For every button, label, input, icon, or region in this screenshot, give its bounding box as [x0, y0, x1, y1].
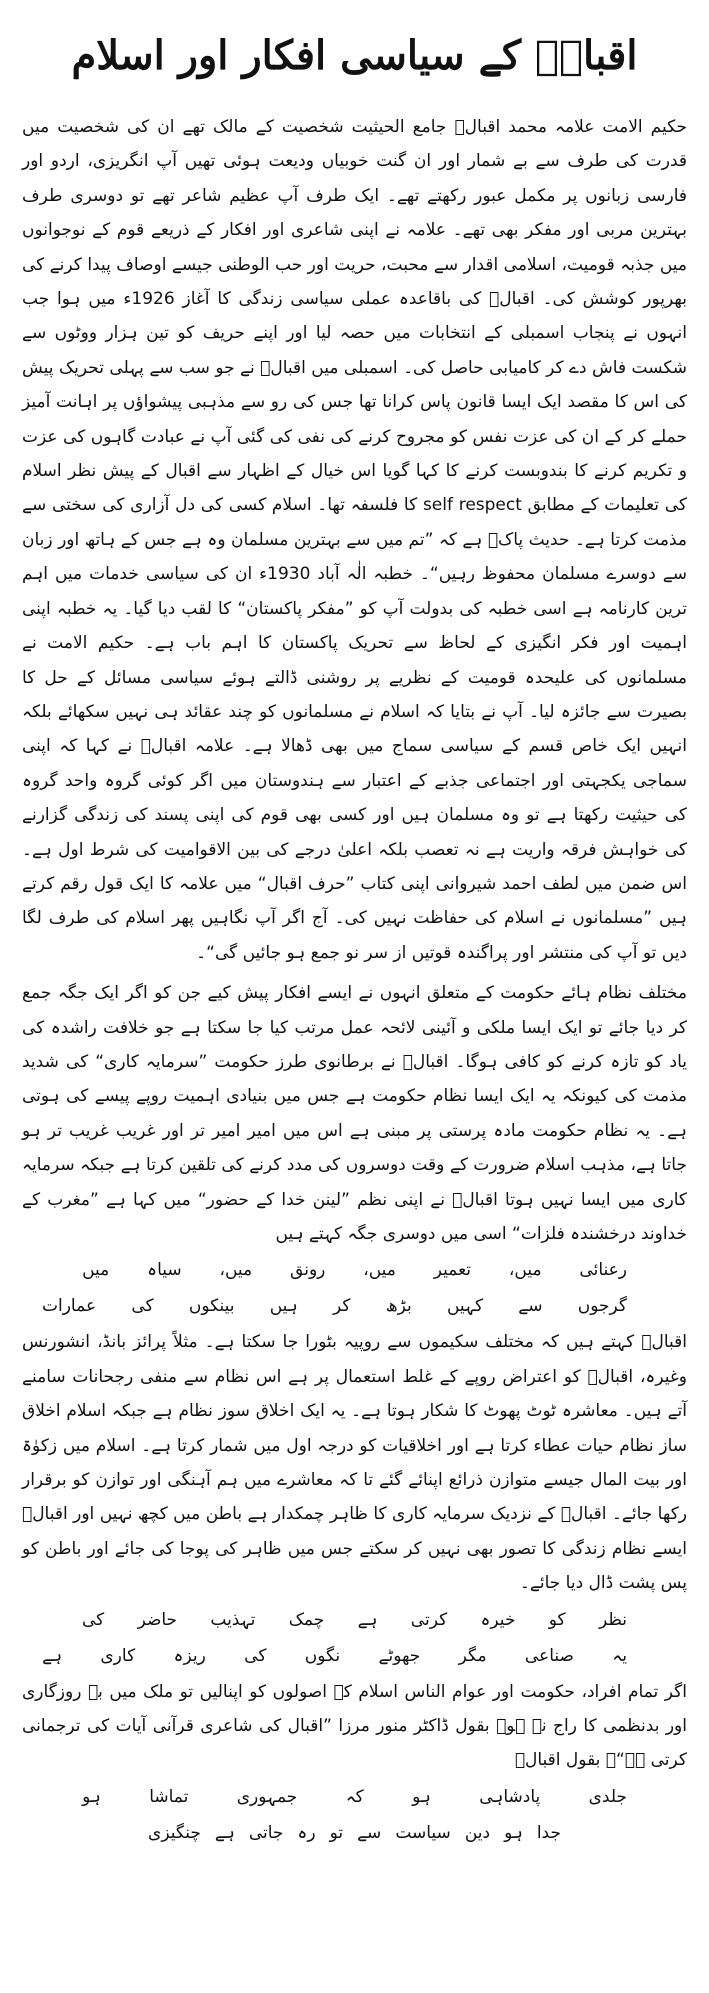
verse-word: کی [131, 1296, 154, 1317]
paragraph: اگر تمام افراد، حکومت اور عوام الناس اسلام کے اصولوں کو اپنالیں تو ملک میں بے روزگاری اور بدنظمی کا راج نہ ہو۔ بقول ڈاکٹر منور مرزا ”اقبال کی شاعری قرآنی آیات کی ترجمانی کرتی ہے“۔ بقول اقبالؒ [22, 1681, 687, 1771]
verse-word: ہے [357, 1609, 378, 1630]
paragraph: اقبالؒ کہتے ہیں کہ مختلف سکیموں سے روپیہ بٹورا جا سکتا ہے۔ مثلاً پرائز بانڈ، انشورنس وغیرہ، اقبالؒ کو اعتراض روپے کے غلط استعمال پر ہے اس نظام سے منفی رجحانات سامنے آتے ہیں۔ معاشرہ ٹوٹ پھوٹ کا شکار ہوتا ہے۔ یہ ایک اخلاق سوز نظام ہے جبکہ اسلام اخلاق ساز نظام حیات عطاء کرتا ہے اور اخلاقیات کو درجہ اول میں شمار کرتا ہے۔ اسلام میں زکوٰۃ اور بیت المال جیسے متوازن ذرائع اپنائے گئے تا کہ معاشرے میں ہم آہنگی اور توازن کو برقرار رکھا جائے۔ اقبالؒ کے نزدیک سرمایہ کاری کا ظاہر چمکدار ہے باطن میں کچھ نہیں اور اقبالؒ ایسے نظام زندگی کا تصور بھی نہیں کر سکتے جس میں ظاہر کی پوجا کی جائے اور باطن کو پس پشت ڈال دیا جائے۔ [22, 1332, 687, 1594]
verse-word: کر [333, 1296, 351, 1317]
paragraph: حکیم الامت علامہ محمد اقبالؒ جامع الحیثیت شخصیت کے مالک تھے ان کی شخصیت میں قدرت کی طرف سے بے شمار اور ان گنت خوبیاں ودیعت ہوئی تھیں آپ انگریزی، اردو اور فارسی زبانوں پر مکمل عبور رکھتے تھے۔ ایک طرف آپ عظیم شاعر تھے تو دوسری طرف بہترین مربی اور مفکر بھی تھے۔ علامہ نے اپنی شاعری اور افکار کے ذریعے قوم کے نوجوانوں میں جذبہ قومیت، اسلامی اقدار سے محبت، حریت اور حب الوطنی جیسے اوصاف پیدا کرنے کی بھرپور کوشش کی۔ اقبالؒ کی باقاعدہ عملی سیاسی زندگی کا آغاز 1926ء میں ہوا جب انہوں نے پنجاب اسمبلی کے انتخابات میں حصہ لیا اور اپنے حریف کو تین ہزار ووٹوں سے شکست فاش دے کر کامیابی حاصل کی۔ اسمبلی میں اقبالؒ نے جو سب سے پہلی تحریک پیش کی اس کا مقصد ایک ایسا قانون پاس کرانا تھا جس کی رو سے مذہبی پیشواؤں پر اہانت آمیز حملے کر کے ان کی عزت نفس کو مجروح کرنے کی نفی کی گئی آپ نے عبادت گاہوں کی عزت و تکریم کرنے کا بندوبست کرنے کا کہا گویا اس خیال کے اظہار سے اقبال کے پیش نظر اسلام کی تعلیمات کے مطابق self respect کا فلسفہ تھا۔ اسلام کسی کی دل آزاری کی سختی سے مذمت کرتا ہے۔ حدیث پاکؐ ہے کہ ”تم میں سے بہترین مسلمان وہ ہے جس کے ہاتھ اور زبان سے دوسرے مسلمان محفوظ رہیں“۔ خطبہ الٰہ آباد 1930ء ان کی سیاسی خدمات میں اہم ترین کارنامہ ہے اسی خطبہ کی بدولت آپ کو ”مفکر پاکستان“ کا لقب دیا گیا۔ یہ خطبہ اپنی اہمیت اور فکر انگیزی کے لحاظ سے تحریک پاکستان کا اہم باب ہے۔ حکیم الامت نے مسلمانوں کی علیحدہ قومیت کے نظریے پر روشنی ڈالتے ہوئے سیاسی مسائل کے حل کا بصیرت سے جائزہ لیا۔ آپ نے بتایا کہ اسلام نے مسلمانوں کو چند عقائد ہی نہیں سکھائے بلکہ انہیں ایک خاص قسم کے سیاسی سماج میں بھی ڈھالا ہے۔ علامہ اقبالؒ نے کہا کہ اپنی سماجی یکجہتی اور اجتماعی جذبے کے اعتبار سے ہندوستان میں اگر کوئی گروہ واحد گروہ کی حیثیت رکھتا ہے تو وہ مسلمان ہیں اور کسی بھی قوم کی اپنی پسند کی زندگی گزارنے کی خواہش فرقہ واریت ہے نہ تعصب بلکہ اعلیٰ درجے کی بین الاقوامیت کی شرط اول ہے۔ اس ضمن میں لطف احمد شیروانی اپنی کتاب ”حرف اقبال“ میں علامہ کا ایک قول رقم کرتے ہیں ”مسلمانوں نے اسلام کی حفاظت نہیں کی۔ آج اگر آپ نگاہیں پھر اسلام کی طرف لگا دیں تو آپ کی منتشر اور پراگندہ قوتیں از سر نو جمع ہو جائیں گی“۔ [22, 117, 688, 963]
verse-line [22, 1253, 687, 1287]
verse-word: رہ [297, 1822, 316, 1843]
verse-word: ہو [82, 1786, 101, 1807]
verse-word: جھوٹے [378, 1645, 421, 1666]
verse-word: میں، [508, 1260, 542, 1281]
verse-word: میں [82, 1260, 110, 1281]
verse-word: میں، [363, 1260, 396, 1281]
verse-word: کو [548, 1609, 566, 1630]
verse-word: بڑھ [385, 1296, 412, 1317]
verse-word: حاضر [137, 1609, 178, 1630]
verse-line [22, 1603, 687, 1637]
verse-word: جاتی [248, 1822, 284, 1843]
article-title: اقبالؒ کے سیاسی افکار اور اسلام [71, 32, 638, 79]
verse-word: ہو [412, 1786, 431, 1807]
verse-word: رعنائی [579, 1260, 627, 1281]
verse-word: سیاست [395, 1822, 451, 1843]
verse-word: دین [464, 1822, 491, 1843]
verse-line [22, 1639, 687, 1673]
verse-word: سیاہ [147, 1260, 182, 1281]
verse-word: میں، [219, 1260, 253, 1281]
verse-word: یہ [612, 1645, 627, 1666]
verse-word: تماشا [149, 1786, 189, 1807]
verse-word: کرتی [410, 1609, 448, 1630]
verse-word: ہیں [269, 1296, 298, 1317]
verse-word: چمک [288, 1609, 325, 1630]
verse-word: پادشاہی [479, 1786, 541, 1807]
verse-word: سے [357, 1822, 382, 1843]
verse-word: کہیں [446, 1296, 484, 1317]
verse-word: چنگیزی [148, 1822, 201, 1843]
verse-word: نگوں [304, 1645, 341, 1666]
verse-word: گرجوں [577, 1296, 627, 1317]
verse-word: بینکوں [188, 1296, 235, 1317]
verse-word: ہے [42, 1645, 63, 1666]
verse-word: ہے [214, 1822, 235, 1843]
verse-word: کہ [345, 1786, 364, 1807]
verse-word: کاری [100, 1645, 136, 1666]
verse-word: جدا [536, 1822, 561, 1843]
verse-word: ہو [504, 1822, 523, 1843]
verse-word: عمارات [42, 1296, 97, 1317]
verse-word: جلدی [588, 1786, 627, 1807]
verse-word: رونق [290, 1260, 326, 1281]
verse-word: مگر [458, 1645, 487, 1666]
verse-word: جمہوری [236, 1786, 298, 1807]
verse-word: تہذیب [210, 1609, 256, 1630]
verse-word: کی [82, 1609, 105, 1630]
verse-word: سے [518, 1296, 543, 1317]
verse-word: تعمیر [433, 1260, 472, 1281]
verse-word: صناعی [524, 1645, 574, 1666]
verse-word: کی [244, 1645, 267, 1666]
verse-line [22, 1780, 687, 1814]
verse-word: تو [329, 1822, 344, 1843]
verse-word: نظر [598, 1609, 627, 1630]
verse-word: خیرہ [480, 1609, 516, 1630]
verse-line [22, 1289, 687, 1323]
paragraph: مختلف نظام ہائے حکومت کے متعلق انہوں نے ایسے افکار پیش کیے جن کو اگر ایک جگہ جمع کر دیا جائے تو ایک ایسا ملکی و آئینی لائحہ عمل مرتب کیا جا سکتا ہے جو خلافت راشدہ کی یاد کو تازہ کرنے کو کافی ہوگا۔ اقبالؒ نے برطانوی طرز حکومت ”سرمایہ کاری“ کی شدید مذمت کی کیونکہ یہ ایک ایسا نظام حکومت ہے جس میں بنیادی اہمیت روپے پیسے کی ہوتی ہے۔ یہ نظام حکومت مادہ پرستی پر مبنی ہے اس میں امیر امیر تر اور غریب غریب تر ہو جاتا ہے، مذہب اسلام ضرورت کے وقت دوسروں کی مدد کرنے کی تلقین کرتا ہے جبکہ سرمایہ کاری میں ایسا نہیں ہوتا اقبالؒ نے اپنی نظم ”لینن خدا کے حضور“ میں کہا ہے ”مغرب کے خداوند درخشندہ فلزات“ اسی میں دوسری جگہ کہتے ہیں [22, 983, 687, 1244]
verse-word: ریزہ [173, 1645, 206, 1666]
verse-line [22, 1816, 687, 1850]
